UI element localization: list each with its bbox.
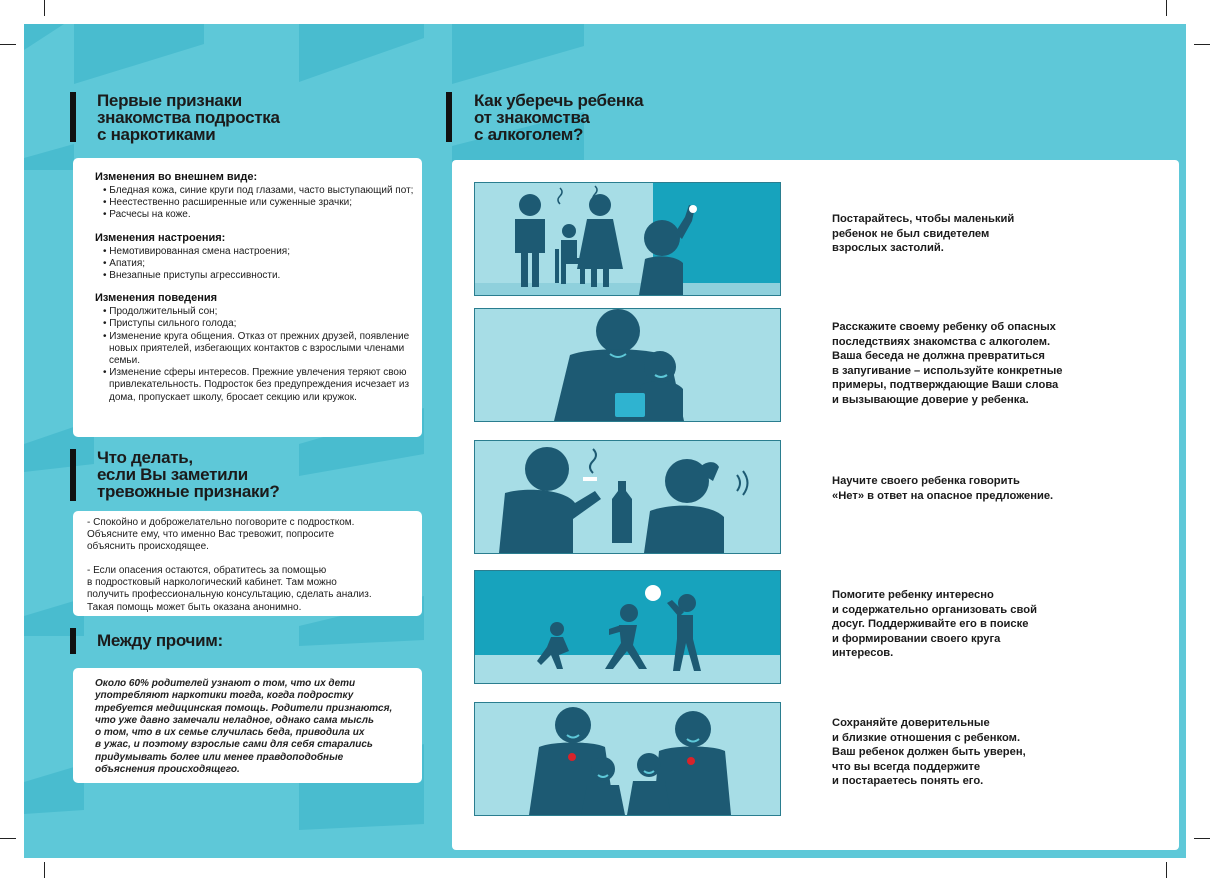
section-title-signs: Первые признаки знакомства подростка с наркотиками: [97, 91, 280, 144]
note-text: Около 60% родителей узнают о том, что их дети употребляют наркотики тогда, когда подростку требуется медицинская помощь. Родители признаются, что уже давно замечали неладное, однако сама мысль о том, что в их семье случилась беда, приводила их в ужас, и поэтому взрослые сами для себя старались придумывать более или менее правдоподобные объяснения происходящего.: [95, 678, 393, 776]
list-item: • Продолжительный сон;: [103, 306, 218, 318]
section-title-alcohol: Как уберечь ребенка от знакомства с алкоголем?: [474, 91, 644, 144]
title-bar: [70, 628, 76, 654]
list-item: • Апатия;: [103, 257, 146, 269]
signs-group: [95, 292, 417, 404]
tip-text: Постарайтесь, чтобы маленький ребенок не был свидетелем взрослых застолий.: [832, 213, 1015, 254]
title-bar: [70, 449, 76, 501]
tip-text: Сохраняйте доверительные и близкие отношения с ребенком. Ваш ребенок должен быть уверен, что вы всегда поддержите и постараетесь понять его.: [832, 717, 1026, 787]
list-item: • Изменение круга общения. Отказ от прежних друзей, появление новых приятелей, избегающих контактов с взрослыми членами семьи.: [103, 330, 410, 367]
note-box: [73, 668, 422, 783]
title-bar: [446, 92, 452, 142]
family-party-icon: [474, 182, 781, 296]
crop-mark: [1194, 838, 1210, 839]
action-item: - Если опасения остаются, обратитесь за помощью в подростковый наркологический кабинет. Там можно получить профессиональную консультацию, сделать анализ. Такая помощь может быть оказана анонимно.: [87, 565, 372, 613]
crop-mark: [0, 838, 16, 839]
crop-mark: [0, 44, 16, 45]
refuse-alcohol-icon: [474, 440, 781, 554]
group-heading: Изменения поведения: [95, 292, 218, 305]
crop-mark: [44, 862, 45, 878]
list-item: • Изменение сферы интересов. Прежние увлечения теряют свою привлекательность. Подросток без предупреждения исчезает из дома, пропускает школу, бросает секцию или кружок.: [103, 367, 410, 403]
kids-playing-ball-icon: [474, 570, 781, 684]
tips-panel: [452, 160, 1179, 850]
action-item: - Спокойно и доброжелательно поговорите с подростком. Объясните ему, что именно Вас тревожит, попросите объяснить происходящее.: [87, 517, 355, 553]
crop-mark: [1166, 0, 1167, 16]
signs-group: [95, 171, 417, 222]
group-heading: Изменения во внешнем виде:: [95, 171, 258, 183]
tip-text: Расскажите своему ребенку об опасных последствиях знакомства с алкоголем. Ваша беседа не должна превратиться в запугивание – используйте конкретные примеры, подтверждающие Ваши слова и вызывающие доверие у ребенка.: [832, 321, 1063, 406]
crop-mark: [1166, 862, 1167, 878]
title-bar: [70, 92, 76, 142]
tip-text: Помогите ребенку интересно и содержательно организовать свой досуг. Поддерживайте его в поиске и формировании своего круга интересов.: [832, 589, 1037, 659]
list-item: • Расчесы на коже.: [103, 209, 191, 221]
family-hug-icon: [474, 702, 781, 816]
section-title-by-the-way: Между прочим:: [97, 631, 223, 650]
signs-list: [95, 171, 417, 404]
group-heading: Изменения настроения:: [95, 231, 226, 244]
list-item: • Неестественно расширенные или суженные зрачки;: [103, 197, 352, 209]
crop-mark: [44, 0, 45, 16]
list-item: • Бледная кожа, синие круги под глазами, часто выступающий пот;: [103, 185, 414, 196]
signs-group: [95, 232, 417, 283]
section-title-actions: Что делать, если Вы заметили тревожные признаки?: [97, 448, 280, 501]
signs-box: [73, 158, 422, 437]
actions-box: [73, 511, 422, 616]
list-item: • Немотивированная смена настроения;: [103, 245, 290, 257]
list-item: • Внезапные приступы агрессивности.: [103, 270, 281, 282]
parent-child-talk-icon: [474, 308, 781, 422]
list-item: • Приступы сильного голода;: [103, 318, 237, 330]
tip-text: Научите своего ребенка говорить «Нет» в ответ на опасное предложение.: [832, 475, 1054, 502]
crop-mark: [1194, 44, 1210, 45]
